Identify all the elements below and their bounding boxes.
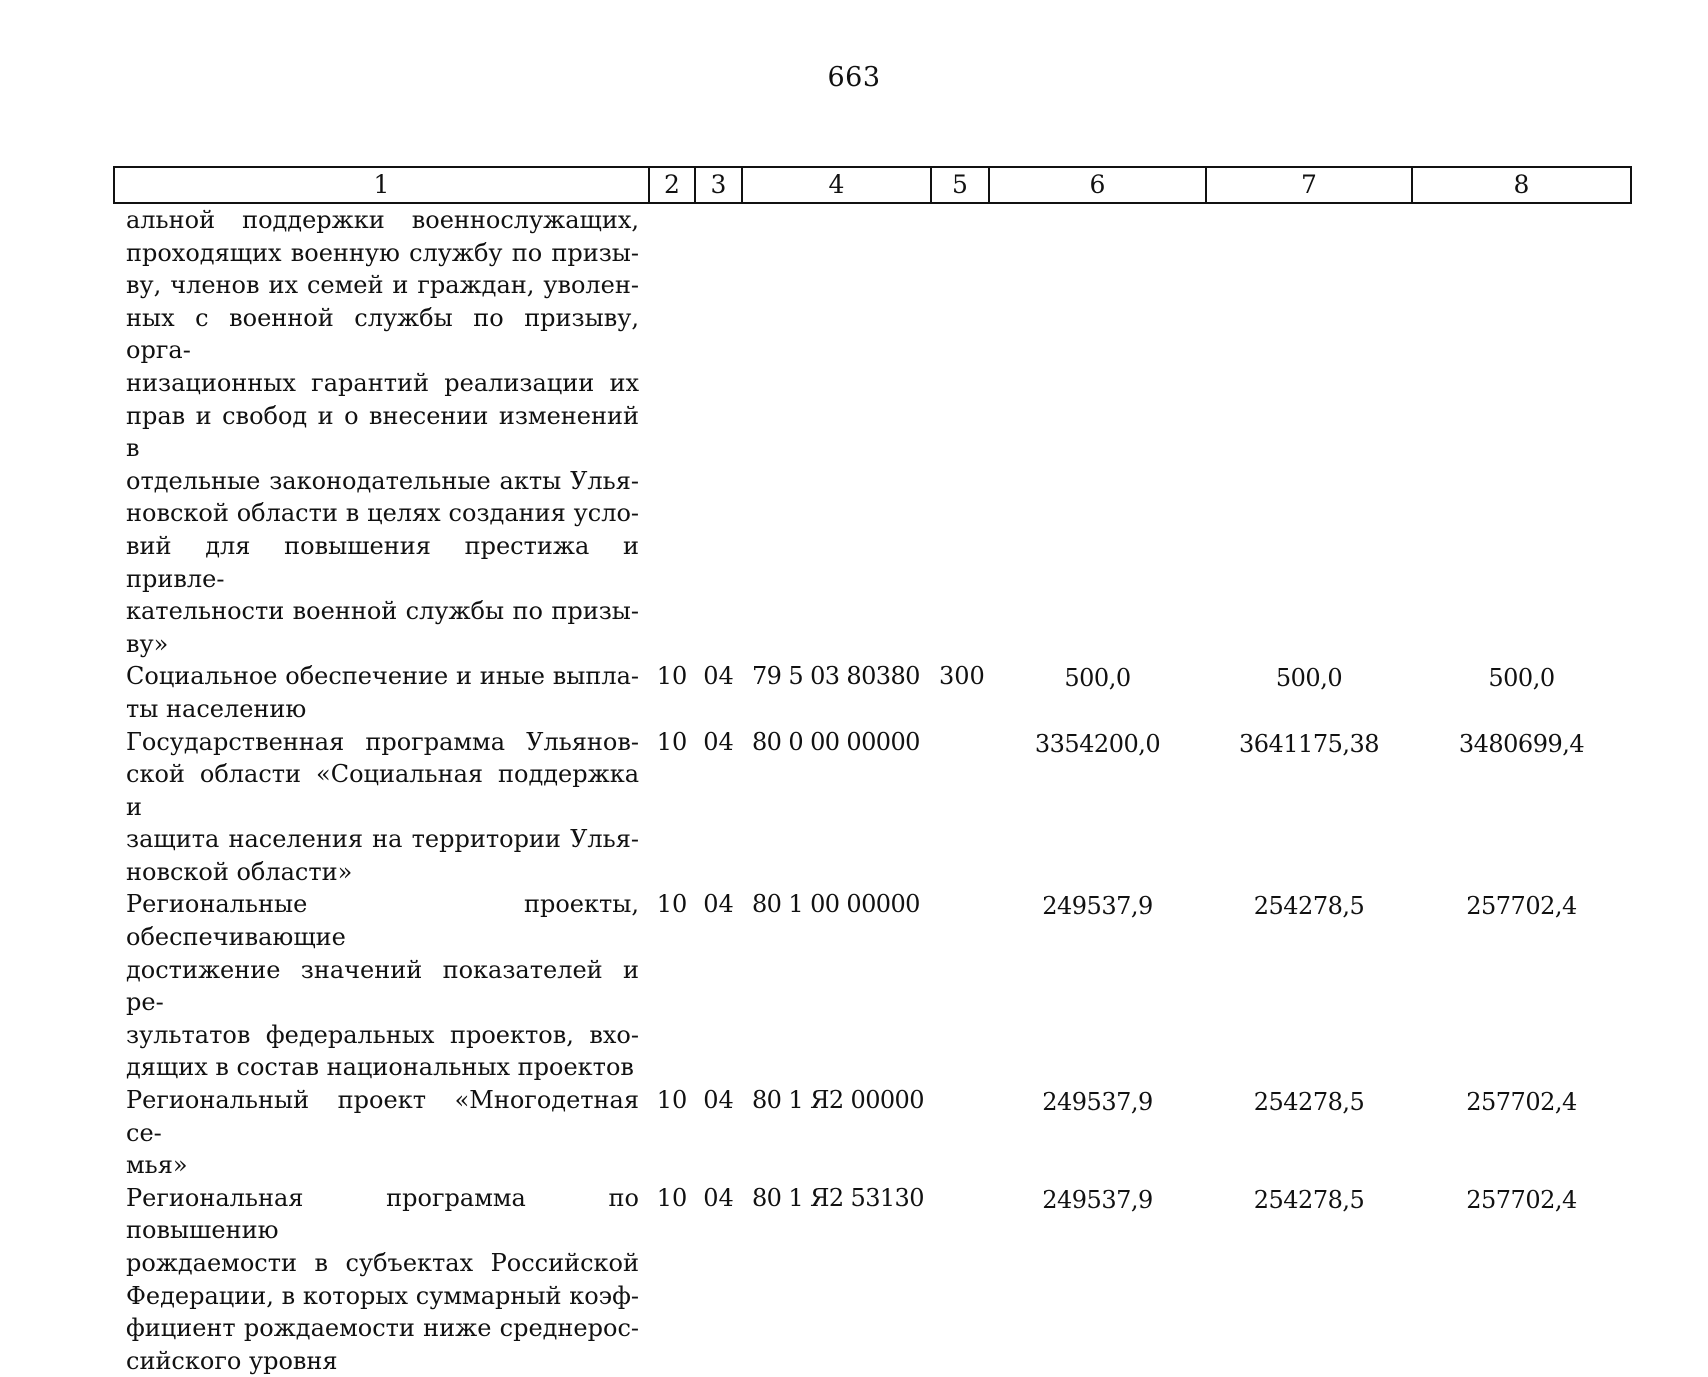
amount-cell: 3480699,4: [1458, 729, 1585, 758]
section-code-cell: [649, 203, 695, 660]
amount-cell: 254278,5: [1253, 1088, 1365, 1117]
amount-cell: 500,0: [1064, 664, 1131, 693]
section-code-cell: 10: [656, 1086, 688, 1115]
table-row: [114, 888, 1631, 1084]
item-name-cell: [114, 888, 649, 1084]
amount-cell: 254278,5: [1253, 1185, 1365, 1214]
section-code-cell: 10: [656, 662, 688, 691]
item-name-line: ных с военной службы по призыву, орга-: [126, 303, 639, 365]
expense-type-cell: [931, 1084, 989, 1182]
item-name-line: альной поддержки военнослужащих,: [126, 206, 639, 234]
item-name-cell: [114, 203, 649, 660]
section-code-cell: 10: [656, 727, 688, 756]
table-header-row: [114, 167, 1631, 203]
subsection-code-cell: 04: [703, 662, 734, 691]
item-name-line: новской области в целях создания усло-: [126, 499, 639, 528]
item-name-line: ской области «Социальная поддержка и: [126, 760, 639, 821]
item-name-line: низационных гарантий реализации их: [126, 368, 639, 397]
item-name-line: кательности военной службы по призы-: [126, 597, 639, 626]
amount-cell: 3354200,0: [1034, 729, 1161, 758]
item-name-cell: [114, 1084, 649, 1182]
amount-cell: 257702,4: [1466, 892, 1577, 921]
item-name-line: Федерации, в которых суммарный коэф-: [126, 1281, 639, 1310]
item-name-line: сийского уровня: [126, 1346, 338, 1375]
item-name-cell: [114, 726, 649, 889]
expense-type-cell: [931, 1182, 989, 1377]
item-name-line: фициент рождаемости ниже среднерос-: [126, 1314, 639, 1343]
expense-type-cell: [931, 726, 989, 889]
item-name-line: проходящих военную службу по призы-: [126, 238, 639, 267]
amount-cell: [989, 203, 1206, 660]
column-header: 1: [114, 167, 649, 203]
item-name-line: Государственная программа Ульянов-: [126, 727, 639, 756]
item-name-line: отдельные законодательные акты Улья-: [126, 466, 639, 495]
subsection-code-cell: [695, 203, 742, 660]
column-header: 2: [649, 167, 695, 203]
target-article-cell: 79 5 03 80380: [752, 662, 920, 691]
column-header: 4: [742, 167, 931, 203]
column-header: 5: [931, 167, 989, 203]
item-name-line: Социальное обеспечение и иные выпла-: [126, 662, 639, 691]
item-name-line: мья»: [126, 1151, 188, 1180]
item-name-line: новской области»: [126, 857, 353, 886]
section-code-cell: 10: [656, 890, 688, 919]
target-article-cell: 80 1 00 00000: [752, 890, 920, 919]
item-name-cell: [114, 1182, 649, 1377]
amount-cell: 254278,5: [1253, 892, 1365, 921]
table-row: [114, 1084, 1631, 1182]
amount-cell: 500,0: [1275, 664, 1343, 693]
amount-cell: 249537,9: [1042, 1185, 1153, 1214]
column-header: 6: [989, 167, 1206, 203]
item-name-line: вий для повышения престижа и привле-: [126, 531, 639, 593]
item-name-line: рождаемости в субъектах Российской: [126, 1249, 639, 1277]
amount-cell: 257702,4: [1466, 1185, 1577, 1214]
item-name-line: Региональный проект «Многодетная се-: [126, 1086, 639, 1147]
table-row: [114, 1182, 1631, 1377]
column-header: 8: [1412, 167, 1631, 203]
budget-table: [113, 166, 1632, 1377]
table-row: [114, 203, 1631, 660]
item-name-line: прав и свобод и о внесении изменений в: [126, 401, 639, 463]
column-header: 7: [1206, 167, 1412, 203]
column-header: 3: [695, 167, 742, 203]
item-name-line: ты населению: [126, 694, 307, 723]
item-name-line: Региональные проекты, обеспечивающие: [126, 890, 639, 952]
subsection-code-cell: 04: [703, 890, 734, 919]
target-article-cell: 80 1 Я2 00000: [752, 1086, 924, 1115]
table-row: [114, 726, 1631, 889]
item-name-line: ву»: [126, 629, 169, 658]
item-name-cell: [114, 660, 649, 725]
subsection-code-cell: 04: [703, 727, 734, 756]
expense-type-cell: [931, 888, 989, 1084]
amount-cell: 3641175,38: [1238, 729, 1380, 758]
expense-type-cell: 300: [939, 662, 985, 691]
target-article-cell: 80 1 Я2 53130: [752, 1183, 924, 1212]
table-body: [114, 203, 1631, 1377]
item-name-line: ву, членов их семей и граждан, уволен-: [126, 271, 639, 300]
subsection-code-cell: 04: [703, 1183, 734, 1212]
item-name-line: защита населения на территории Улья-: [126, 825, 639, 854]
target-article-cell: [742, 203, 931, 660]
section-code-cell: 10: [656, 1183, 688, 1212]
item-name-line: достижение значений показателей и ре-: [126, 955, 639, 1017]
expense-type-cell: [931, 203, 989, 660]
item-name-line: Региональная программа по повышению: [126, 1183, 639, 1245]
target-article-cell: 80 0 00 00000: [752, 727, 920, 756]
amount-cell: [1412, 203, 1631, 660]
amount-cell: 500,0: [1488, 664, 1555, 693]
subsection-code-cell: 04: [703, 1086, 734, 1115]
item-name-line: зультатов федеральных проектов, вхо-: [126, 1020, 639, 1049]
amount-cell: 257702,4: [1466, 1088, 1577, 1117]
item-name-line: дящих в состав национальных проектов: [126, 1053, 634, 1082]
amount-cell: 249537,9: [1042, 1088, 1153, 1117]
amount-cell: 249537,9: [1042, 892, 1153, 921]
page-number: 663: [827, 62, 881, 93]
table-row: [114, 660, 1631, 725]
amount-cell: [1206, 203, 1412, 660]
